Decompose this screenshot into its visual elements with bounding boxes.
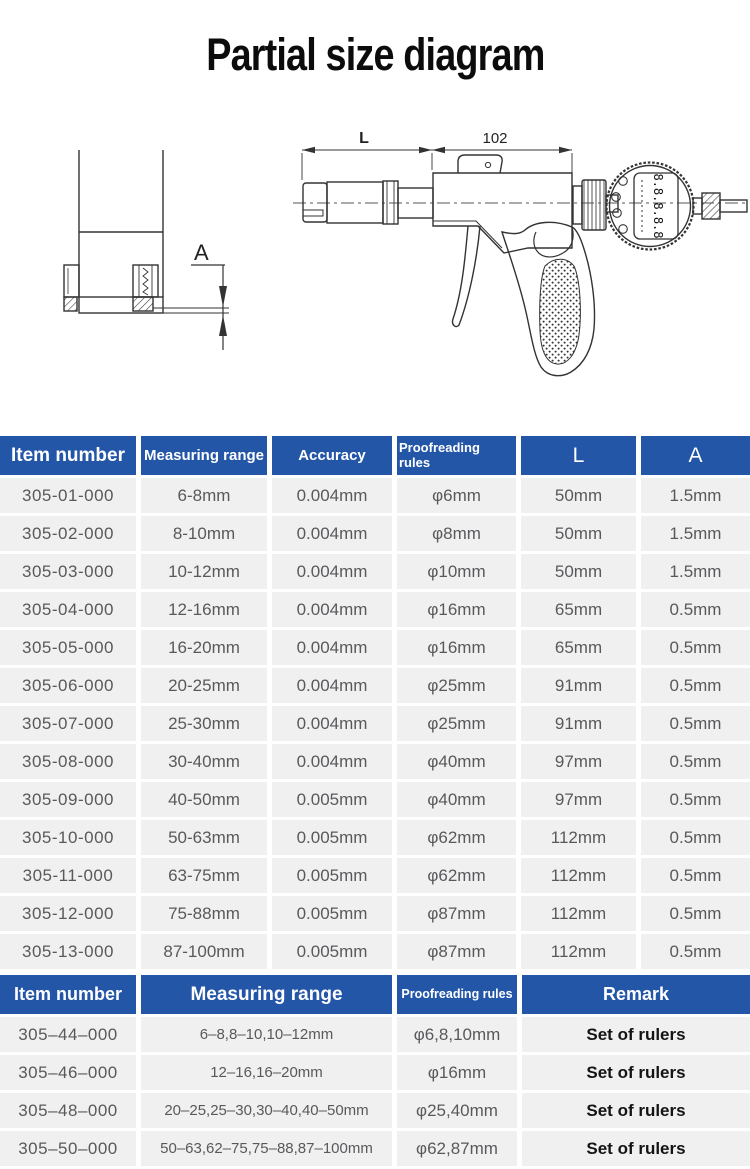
table-cell: φ6,8,10mm — [397, 1017, 522, 1055]
dial-button — [619, 177, 628, 186]
column-header-measuring-range — [141, 436, 272, 478]
column-header-label: A — [688, 443, 703, 467]
table-cell: 0.004mm — [272, 478, 397, 516]
table-cell: 305-05-000 — [0, 630, 141, 668]
table-cell: 0.5mm — [641, 706, 750, 744]
table-cell: φ87mm — [397, 896, 521, 934]
table-cell: 0.5mm — [641, 782, 750, 820]
table-row — [0, 782, 750, 820]
table-cell: 0.5mm — [641, 934, 750, 972]
table-cell: 0.005mm — [272, 896, 397, 934]
table-cell: φ10mm — [397, 554, 521, 592]
table-cell: 0.5mm — [641, 896, 750, 934]
column-header-item-number — [0, 436, 141, 478]
table-cell: 0.005mm — [272, 820, 397, 858]
table-header-row — [0, 975, 750, 1017]
column-header-label: L — [572, 443, 585, 467]
table-header-row — [0, 436, 750, 478]
table-cell: 50-63mm — [141, 820, 272, 858]
table-cell: 0.004mm — [272, 554, 397, 592]
table-row — [0, 1093, 750, 1131]
table-cell: 0.004mm — [272, 668, 397, 706]
table-cell: 0.004mm — [272, 706, 397, 744]
table-cell: 305-09-000 — [0, 782, 141, 820]
table-cell: 305-10-000 — [0, 820, 141, 858]
table-cell: 112mm — [521, 934, 641, 972]
column-header-remark — [522, 975, 750, 1017]
column-header-proofreading-rules — [397, 436, 521, 478]
probe-head-outline — [64, 150, 229, 313]
table-row — [0, 896, 750, 934]
table-cell: 305-12-000 — [0, 896, 141, 934]
table-row — [0, 934, 750, 972]
table-cell: 1.5mm — [641, 554, 750, 592]
table-cell: Set of rulers — [522, 1017, 750, 1055]
table-cell: 305-04-000 — [0, 592, 141, 630]
table-cell: 0.005mm — [272, 782, 397, 820]
probe-assembly — [303, 181, 433, 224]
table-cell: 97mm — [521, 744, 641, 782]
table-cell: 0.005mm — [272, 858, 397, 896]
column-header-label: Measuring range — [190, 983, 343, 1005]
dial-button — [613, 209, 622, 218]
table-cell: 16-20mm — [141, 630, 272, 668]
dimension-102-label: 102 — [482, 130, 508, 147]
table-cell: 6-8mm — [141, 478, 272, 516]
table-cell: 12-16mm — [141, 592, 272, 630]
table-cell: 91mm — [521, 706, 641, 744]
table-cell: 0.004mm — [272, 744, 397, 782]
table-cell: 0.5mm — [641, 820, 750, 858]
table-cell: 305-01-000 — [0, 478, 141, 516]
table-cell: φ87mm — [397, 934, 521, 972]
table-row — [0, 668, 750, 706]
column-header-accuracy — [272, 436, 397, 478]
table-cell: φ40mm — [397, 744, 521, 782]
table-row — [0, 592, 750, 630]
table-cell: 305–48–000 — [0, 1093, 141, 1131]
table-cell: 50mm — [521, 478, 641, 516]
table-cell: φ16mm — [397, 592, 521, 630]
rear-stem — [693, 193, 747, 219]
table-cell: 30-40mm — [141, 744, 272, 782]
dimension-A — [191, 240, 227, 350]
table-cell: 305-07-000 — [0, 706, 141, 744]
table-cell: 305-02-000 — [0, 516, 141, 554]
dial-button — [619, 225, 628, 234]
column-header-label: Accuracy — [298, 446, 366, 464]
table-cell: 65mm — [521, 630, 641, 668]
table-cell: 40-50mm — [141, 782, 272, 820]
table-row — [0, 1055, 750, 1093]
column-header-label: Proofreading rules — [399, 440, 480, 470]
table-cell: 112mm — [521, 896, 641, 934]
table-cell: 0.5mm — [641, 668, 750, 706]
table-cell: φ8mm — [397, 516, 521, 554]
table-cell: 112mm — [521, 820, 641, 858]
table-cell: 305-08-000 — [0, 744, 141, 782]
probe-head-drawing — [55, 132, 240, 372]
trigger — [453, 226, 480, 327]
table-cell: 50–63,62–75,75–88,87–100mm — [141, 1131, 397, 1169]
table-cell: 50mm — [521, 516, 641, 554]
table-cell: φ62,87mm — [397, 1131, 522, 1169]
size-diagram — [0, 110, 750, 436]
table-cell: 75-88mm — [141, 896, 272, 934]
table-row — [0, 820, 750, 858]
dial-indicator — [573, 163, 694, 250]
ruler-set-table — [0, 975, 750, 1169]
partial-size-table-body — [0, 478, 750, 972]
column-header-label: Item number — [10, 444, 126, 466]
dimension-a-label: A — [194, 240, 209, 265]
table-cell: 0.5mm — [641, 630, 750, 668]
column-header-A — [641, 436, 750, 478]
table-row — [0, 858, 750, 896]
column-header-proofreading-rules — [397, 975, 522, 1017]
table-cell: 87-100mm — [141, 934, 272, 972]
table-cell: 1.5mm — [641, 478, 750, 516]
partial-size-table — [0, 436, 750, 972]
table-cell: 0.004mm — [272, 516, 397, 554]
table-cell: 305–44–000 — [0, 1017, 141, 1055]
table-cell: 112mm — [521, 858, 641, 896]
pistol-grip — [502, 222, 595, 375]
table-cell: φ25mm — [397, 668, 521, 706]
table-cell: φ62mm — [397, 858, 521, 896]
table-row — [0, 554, 750, 592]
table-cell: φ62mm — [397, 820, 521, 858]
table-cell: 8-10mm — [141, 516, 272, 554]
page-header — [0, 0, 750, 110]
lcd-digits: 8.8.8.8.8 — [651, 173, 665, 239]
table-cell: 305-11-000 — [0, 858, 141, 896]
table-row — [0, 706, 750, 744]
table-cell: φ25,40mm — [397, 1093, 522, 1131]
table-row — [0, 1017, 750, 1055]
table-row — [0, 478, 750, 516]
table-cell: 305–50–000 — [0, 1131, 141, 1169]
table-cell: 91mm — [521, 668, 641, 706]
column-header-label: Remark — [602, 984, 670, 1004]
table-cell: 50mm — [521, 554, 641, 592]
column-header-label: Item number — [13, 984, 123, 1004]
table-cell: φ6mm — [397, 478, 521, 516]
table-cell: 20-25mm — [141, 668, 272, 706]
table-cell: 25-30mm — [141, 706, 272, 744]
column-header-label: Measuring range — [143, 446, 265, 464]
table-cell: 12–16,16–20mm — [141, 1055, 397, 1093]
table-row — [0, 516, 750, 554]
bore-gauge-drawing — [290, 122, 750, 422]
table-cell: 1.5mm — [641, 516, 750, 554]
table-cell: 0.5mm — [641, 744, 750, 782]
table-row — [0, 630, 750, 668]
dial-button — [612, 193, 621, 202]
table-cell: Set of rulers — [522, 1055, 750, 1093]
table-cell: 65mm — [521, 592, 641, 630]
table-cell: 0.5mm — [641, 858, 750, 896]
table-cell: φ40mm — [397, 782, 521, 820]
table-cell: 305-03-000 — [0, 554, 141, 592]
ruler-set-table-body — [0, 1017, 750, 1169]
table-cell: 0.004mm — [272, 630, 397, 668]
table-cell: φ16mm — [397, 630, 521, 668]
table-row — [0, 744, 750, 782]
table-cell: 20–25,25–30,30–40,40–50mm — [141, 1093, 397, 1131]
table-cell: 0.5mm — [641, 592, 750, 630]
column-header-measuring-range — [141, 975, 397, 1017]
column-header-item-number — [0, 975, 141, 1017]
dimension-L-and-102 — [302, 130, 572, 182]
table-cell: 305-06-000 — [0, 668, 141, 706]
table-row — [0, 1131, 750, 1169]
table-cell: 63-75mm — [141, 858, 272, 896]
table-cell: Set of rulers — [522, 1131, 750, 1169]
table-cell: 97mm — [521, 782, 641, 820]
table-cell: Set of rulers — [522, 1093, 750, 1131]
table-cell: 305–46–000 — [0, 1055, 141, 1093]
table-cell: φ25mm — [397, 706, 521, 744]
table-cell: 305-13-000 — [0, 934, 141, 972]
column-header-label: Proofreading rules — [401, 987, 513, 1002]
table-cell: 0.004mm — [272, 592, 397, 630]
table-cell: 0.005mm — [272, 934, 397, 972]
table-cell: φ16mm — [397, 1055, 522, 1093]
table-cell: 10-12mm — [141, 554, 272, 592]
gauge-body — [433, 155, 572, 253]
column-header-L — [521, 436, 641, 478]
table-cell: 6–8,8–10,10–12mm — [141, 1017, 397, 1055]
page-title: Partial size diagram — [205, 29, 545, 80]
dimension-l-label: L — [359, 130, 369, 147]
